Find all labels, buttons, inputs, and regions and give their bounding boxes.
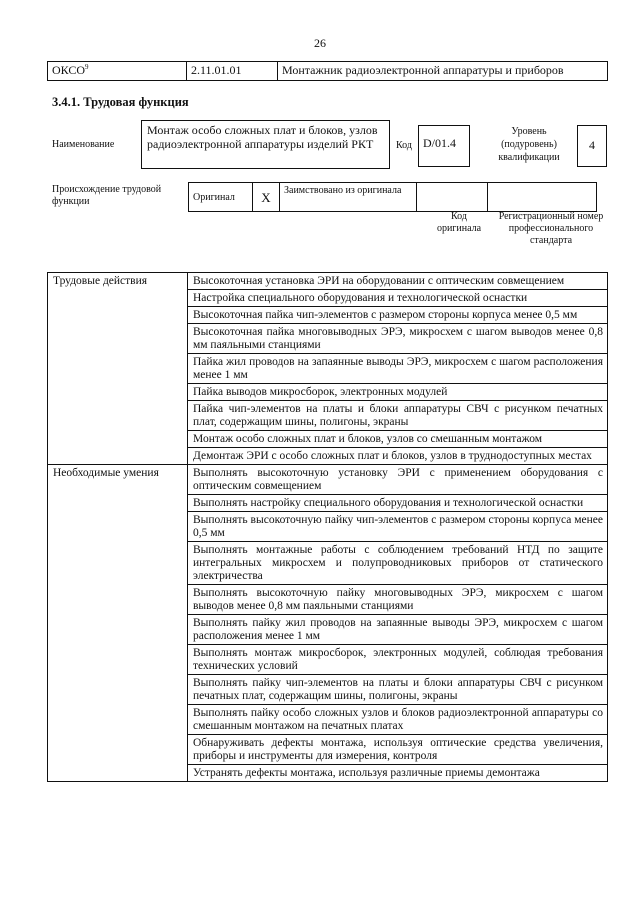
table-row — [48, 273, 608, 290]
reg-caption: Регистрационный номер профессионального стандарта — [498, 211, 604, 246]
section-item: Выполнять монтажные работы с соблюдением требований НТД по защите интегральных микросхем и полупроводниковых приборов от статического электричества — [188, 542, 608, 585]
original-mark: X — [253, 183, 280, 212]
section-item: Выполнять пайку особо сложных узлов и блоков радиоэлектронной аппаратуры со смешанным монтажом на печатных платах — [188, 705, 608, 735]
section-item: Настройка специального оборудования и технологической оснастки — [188, 290, 608, 307]
name-label: Наименование — [52, 139, 115, 150]
section-item: Обнаруживать дефекты монтажа, используя оптические средства увеличения, приборы и инструменты для измерения, контроля — [188, 735, 608, 765]
level-label: Уровень (подуровень) квалификации — [498, 126, 560, 163]
okso-label-cell — [48, 62, 187, 81]
original-label: Оригинал — [189, 183, 253, 212]
section-title: Необходимые умения — [48, 465, 188, 782]
origin-table — [188, 182, 597, 212]
section-item: Устранять дефекты монтажа, используя различные приемы демонтажа — [188, 765, 608, 782]
code-label: Код — [396, 140, 412, 151]
section-item: Высокоточная установка ЭРИ на оборудовании с оптическим совмещением — [188, 273, 608, 290]
section-item: Выполнять высокоточную пайку многовыводных ЭРЭ, микросхем с шагом выводов менее 0,8 мм паяльными станциями — [188, 585, 608, 615]
section-item: Пайка жил проводов на запаянные выводы ЭРЭ, микросхем с шагом расположения менее 1 мм — [188, 354, 608, 384]
section-item: Высокоточная пайка многовыводных ЭРЭ, микросхем с шагом выводов менее 0,8 мм паяльными станциями — [188, 324, 608, 354]
section-item: Выполнять высокоточную пайку чип-элементов с размером стороны корпуса менее 0,5 мм — [188, 512, 608, 542]
section-item: Монтаж особо сложных плат и блоков, узлов со смешанным монтажом — [188, 431, 608, 448]
page-number: 26 — [314, 36, 326, 50]
section-item: Выполнять настройку специального оборудования и технологической оснастки — [188, 495, 608, 512]
function-code: D/01.4 — [418, 125, 470, 167]
okso-table — [47, 61, 608, 81]
function-name: Монтаж особо сложных плат и блоков, узлов радиоэлектронной аппаратуры изделий РКТ — [141, 120, 390, 169]
okso-title: Монтажник радиоэлектронной аппаратуры и приборов — [278, 62, 608, 81]
okso-code: 2.11.01.01 — [187, 62, 278, 81]
code-caption: Код оригинала — [436, 211, 482, 234]
section-item: Высокоточная пайка чип-элементов с размером стороны корпуса менее 0,5 мм — [188, 307, 608, 324]
qualification-level: 4 — [577, 125, 607, 167]
section-item: Выполнять пайку жил проводов на запаянные выводы ЭРЭ, микросхем с шагом расположения менее 1 мм — [188, 615, 608, 645]
section-item: Выполнять высокоточную установку ЭРИ с применением оборудования с оптическим совмещением — [188, 465, 608, 495]
section-heading: 3.4.1. Трудовая функция — [52, 95, 189, 109]
okso-label: ОКСО — [52, 63, 86, 77]
origin-label: Происхождение трудовой функции — [52, 184, 162, 207]
section-title: Трудовые действия — [48, 273, 188, 465]
section-item: Выполнять пайку чип-элементов на платы и блоки аппаратуры СВЧ с рисунком печатных плат, содержащим шины, полигоны, экраны — [188, 675, 608, 705]
section-item: Пайка выводов микросборок, электронных модулей — [188, 384, 608, 401]
table-row — [48, 465, 608, 495]
section-item: Выполнять монтаж микросборок, электронных модулей, соблюдая требования технических условий — [188, 645, 608, 675]
section-item: Пайка чип-элементов на платы и блоки аппаратуры СВЧ с рисунком печатных плат, содержащим шины, полигоны, экраны — [188, 401, 608, 431]
original-code-cell — [417, 183, 488, 212]
section-item: Демонтаж ЭРИ с особо сложных плат и блоков, узлов в труднодоступных местах — [188, 448, 608, 465]
borrowed-label: Заимствовано из оригинала — [280, 183, 417, 212]
labor-function-table — [47, 272, 608, 782]
reg-number-cell — [488, 183, 597, 212]
okso-footnote: 9 — [85, 63, 89, 71]
